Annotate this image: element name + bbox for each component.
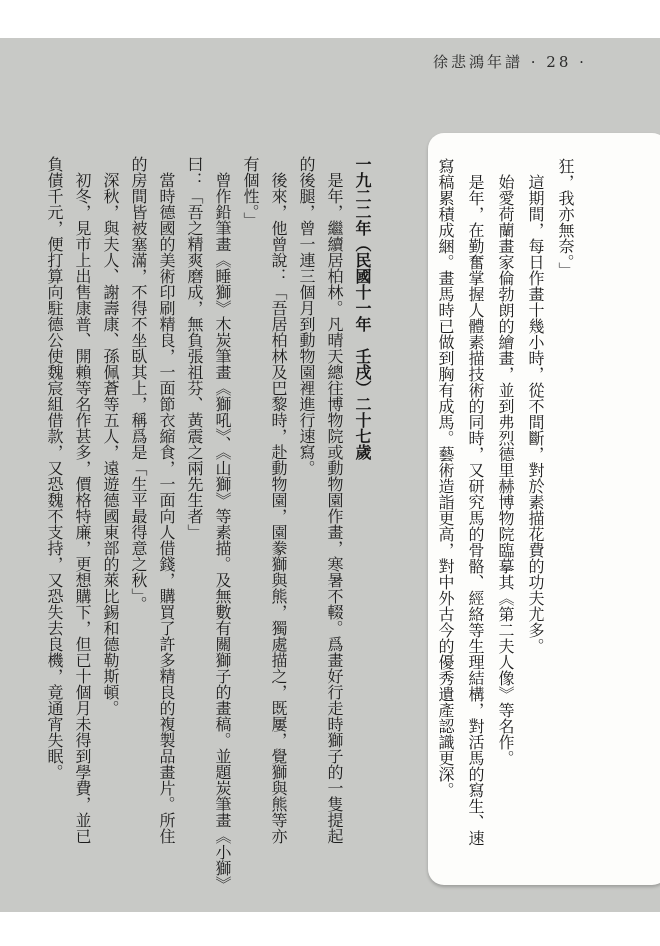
vertical-text-line: 是年，在勤奮掌握人體素描技術的同時，又研究馬的骨骼、經絡等生理結構，對活馬的寫生、速 xyxy=(466,158,485,846)
vertical-text-line: 有個性。」 xyxy=(241,156,260,228)
page-header: 徐悲鴻年譜 · 28 · xyxy=(433,53,587,71)
vertical-text-line: 負債千元，便打算向駐德公使魏宸組借款，又恐魏不支持，又恐失去良機，竟通宵失眠。 xyxy=(45,156,64,780)
highlighted-passage xyxy=(430,158,580,898)
vertical-text-line: 這期間，每日作畫十幾小時，從不間斷，對於素描花費的功夫尤多。 xyxy=(526,158,545,654)
vertical-text-line: 的房間皆被塞滿，不得不坐臥其上，稱爲是「生平最得意之秋」。 xyxy=(129,156,148,612)
vertical-text-line: 的後腿，曾一連三個月到動物園裡進行速寫。 xyxy=(297,156,316,476)
vertical-text-line: 深秋，與夫人、謝壽康、孫佩蒼等五人，遠遊德國東部的萊比錫和德勒斯頓。 xyxy=(101,156,120,716)
vertical-text-line: 始愛荷蘭畫家倫勃朗的繪畫，並到弗烈德里赫博物院臨摹其《第二夫人像》等名作。 xyxy=(496,158,515,766)
vertical-text-line: 曰：「吾之精爽磨成，無負張祖芬、黃震之兩先生者」 xyxy=(185,156,204,540)
vertical-text-line: 初冬，見市上出售康普、開賴等名作甚多，價格特廉，更想購下，但已十個月未得到學費，並已 xyxy=(73,156,92,844)
vertical-text-line: 寫稿累積成綑。畫馬時已做到胸有成馬。藝術造詣更高，對中外古今的優秀遺產認識更深。 xyxy=(436,158,455,798)
year-heading: 一九二二年（民國十一年 壬戌）二十七歲 xyxy=(353,156,372,460)
vertical-text-line: 是年，繼續居柏林。凡晴天總往博物院或動物園作畫，寒暑不輟。爲畫好行走時獅子的一隻提起 xyxy=(325,156,344,844)
vertical-text-line: 曾作鉛筆畫《睡獅》木炭筆畫《獅吼》、《山獅》等素描。及無數有關獅子的畫稿。並題炭筆畫《小獅》 xyxy=(213,156,232,892)
vertical-text-line: 後來，他曾說：「吾居柏林及巴黎時，赴動物園，園豢獅與熊，獨處描之，既屢，覺獅與熊等亦 xyxy=(269,156,288,844)
chronicle-body xyxy=(40,156,376,906)
vertical-text-line: 狂，我亦無奈。」 xyxy=(556,158,575,278)
vertical-text-line: 當時德國的美術印刷精良，一面節衣縮食，一面向人借錢，購買了許多精良的複製品畫片。所住 xyxy=(157,156,176,844)
